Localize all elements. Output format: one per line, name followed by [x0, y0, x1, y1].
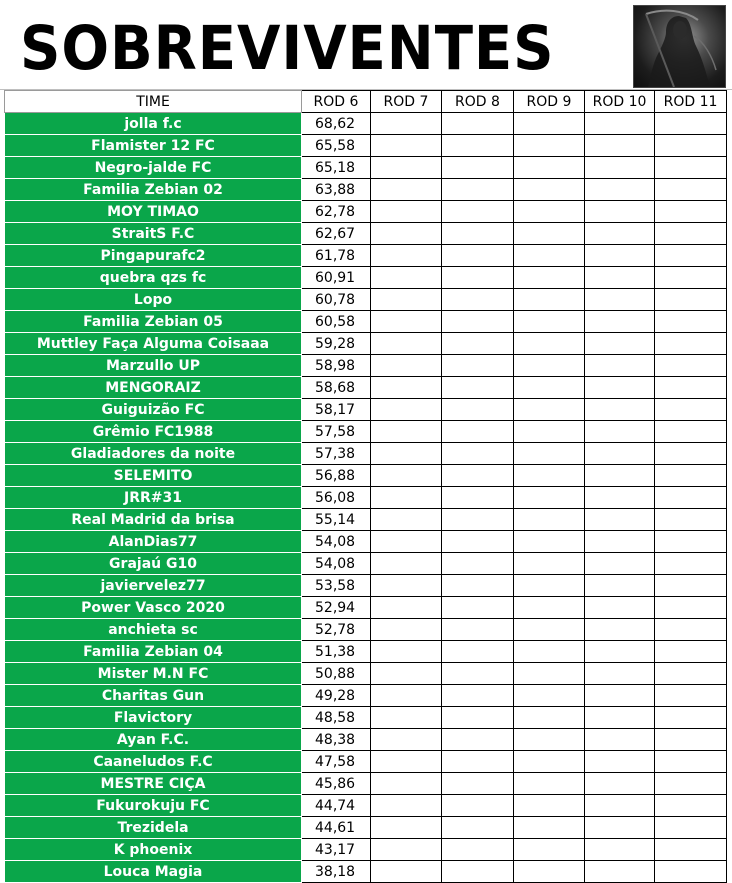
- rod6-score-cell[interactable]: 68,62: [302, 113, 371, 135]
- table-row: [5, 487, 727, 509]
- rod6-score-cell[interactable]: 58,98: [302, 355, 371, 377]
- rod10-score-cell[interactable]: [585, 443, 655, 465]
- rod7-score-cell[interactable]: [371, 113, 442, 135]
- rod9-score-cell[interactable]: [514, 575, 585, 597]
- rod7-score-cell[interactable]: [371, 465, 442, 487]
- rod6-score-cell[interactable]: 51,38: [302, 641, 371, 663]
- rod11-score-cell[interactable]: [655, 201, 727, 223]
- rod8-score-cell[interactable]: [442, 509, 514, 531]
- rod8-score-cell[interactable]: [442, 421, 514, 443]
- rod10-score-cell[interactable]: [585, 289, 655, 311]
- rod11-score-cell[interactable]: [655, 729, 727, 751]
- rod9-score-cell[interactable]: [514, 157, 585, 179]
- rod11-score-cell[interactable]: [655, 135, 727, 157]
- rod9-score-cell[interactable]: [514, 399, 585, 421]
- rod7-score-cell[interactable]: [371, 355, 442, 377]
- rod11-score-cell[interactable]: [655, 157, 727, 179]
- rod8-score-cell[interactable]: [442, 443, 514, 465]
- table-row: [5, 553, 727, 575]
- rod10-score-cell[interactable]: [585, 377, 655, 399]
- table-row: [5, 751, 727, 773]
- rod11-score-cell[interactable]: [655, 113, 727, 135]
- rod7-score-cell[interactable]: [371, 597, 442, 619]
- table-row: [5, 267, 727, 289]
- column-header-rod8: ROD 8: [442, 91, 514, 113]
- rod8-score-cell[interactable]: [442, 553, 514, 575]
- table-row: [5, 641, 727, 663]
- rod9-score-cell[interactable]: [514, 707, 585, 729]
- rod9-score-cell[interactable]: [514, 135, 585, 157]
- rod10-score-cell[interactable]: [585, 663, 655, 685]
- table-row: [5, 377, 727, 399]
- rod7-score-cell[interactable]: [371, 531, 442, 553]
- team-name-cell[interactable]: Power Vasco 2020: [5, 597, 302, 619]
- team-name-cell[interactable]: Louca Magia: [5, 861, 302, 883]
- rod9-score-cell[interactable]: [514, 729, 585, 751]
- table-row: [5, 531, 727, 553]
- rod7-score-cell[interactable]: [371, 333, 442, 355]
- rod9-score-cell[interactable]: [514, 421, 585, 443]
- rod6-score-cell[interactable]: 44,74: [302, 795, 371, 817]
- table-row: [5, 201, 727, 223]
- rod10-score-cell[interactable]: [585, 641, 655, 663]
- team-name-cell[interactable]: jolla f.c: [5, 113, 302, 135]
- rod6-score-cell[interactable]: 53,58: [302, 575, 371, 597]
- rod9-score-cell[interactable]: [514, 223, 585, 245]
- rod8-score-cell[interactable]: [442, 355, 514, 377]
- rod6-score-cell[interactable]: 65,58: [302, 135, 371, 157]
- rod8-score-cell[interactable]: [442, 641, 514, 663]
- rod7-score-cell[interactable]: [371, 751, 442, 773]
- rod8-score-cell[interactable]: [442, 729, 514, 751]
- column-header-rod11: ROD 11: [655, 91, 727, 113]
- rod6-score-cell[interactable]: 45,86: [302, 773, 371, 795]
- rod10-score-cell[interactable]: [585, 311, 655, 333]
- rod11-score-cell[interactable]: [655, 509, 727, 531]
- rod9-score-cell[interactable]: [514, 641, 585, 663]
- rod8-score-cell[interactable]: [442, 861, 514, 883]
- rod7-score-cell[interactable]: [371, 509, 442, 531]
- rod8-score-cell[interactable]: [442, 817, 514, 839]
- rod8-score-cell[interactable]: [442, 751, 514, 773]
- rod7-score-cell[interactable]: [371, 487, 442, 509]
- rod8-score-cell[interactable]: [442, 597, 514, 619]
- rod9-score-cell[interactable]: [514, 751, 585, 773]
- team-name-cell[interactable]: Familia Zebian 05: [5, 311, 302, 333]
- rod11-score-cell[interactable]: [655, 443, 727, 465]
- team-name-cell[interactable]: Familia Zebian 02: [5, 179, 302, 201]
- rod11-score-cell[interactable]: [655, 465, 727, 487]
- team-name-cell[interactable]: anchieta sc: [5, 619, 302, 641]
- rod8-score-cell[interactable]: [442, 245, 514, 267]
- rod6-score-cell[interactable]: 56,08: [302, 487, 371, 509]
- rod8-score-cell[interactable]: [442, 619, 514, 641]
- rod6-score-cell[interactable]: 60,91: [302, 267, 371, 289]
- rod8-score-cell[interactable]: [442, 289, 514, 311]
- rod10-score-cell[interactable]: [585, 135, 655, 157]
- rod11-score-cell[interactable]: [655, 861, 727, 883]
- rod11-score-cell[interactable]: [655, 377, 727, 399]
- table-row: [5, 773, 727, 795]
- rod10-score-cell[interactable]: [585, 729, 655, 751]
- rod7-score-cell[interactable]: [371, 707, 442, 729]
- rod11-score-cell[interactable]: [655, 421, 727, 443]
- rod6-score-cell[interactable]: 62,67: [302, 223, 371, 245]
- team-name-cell[interactable]: javiervelez77: [5, 575, 302, 597]
- rod11-score-cell[interactable]: [655, 663, 727, 685]
- team-name-cell[interactable]: MENGORAIZ: [5, 377, 302, 399]
- rod7-score-cell[interactable]: [371, 311, 442, 333]
- rod8-score-cell[interactable]: [442, 135, 514, 157]
- rod6-score-cell[interactable]: 54,08: [302, 531, 371, 553]
- rod6-score-cell[interactable]: 50,88: [302, 663, 371, 685]
- table-row: [5, 685, 727, 707]
- table-row: [5, 311, 727, 333]
- rod9-score-cell[interactable]: [514, 311, 585, 333]
- rod9-score-cell[interactable]: [514, 817, 585, 839]
- table-row: [5, 729, 727, 751]
- table-body: [5, 113, 727, 883]
- rod10-score-cell[interactable]: [585, 817, 655, 839]
- rod8-score-cell[interactable]: [442, 795, 514, 817]
- team-name-cell[interactable]: Fukurokuju FC: [5, 795, 302, 817]
- table-row: [5, 355, 727, 377]
- rod9-score-cell[interactable]: [514, 289, 585, 311]
- team-name-cell[interactable]: Negro-jalde FC: [5, 157, 302, 179]
- rod10-score-cell[interactable]: [585, 619, 655, 641]
- rod11-score-cell[interactable]: [655, 289, 727, 311]
- rod8-score-cell[interactable]: [442, 663, 514, 685]
- rod7-score-cell[interactable]: [371, 267, 442, 289]
- rod7-score-cell[interactable]: [371, 553, 442, 575]
- rod9-score-cell[interactable]: [514, 355, 585, 377]
- rod6-score-cell[interactable]: 56,88: [302, 465, 371, 487]
- rod7-score-cell[interactable]: [371, 619, 442, 641]
- table-row: [5, 443, 727, 465]
- rod10-score-cell[interactable]: [585, 399, 655, 421]
- rod10-score-cell[interactable]: [585, 157, 655, 179]
- rod10-score-cell[interactable]: [585, 861, 655, 883]
- rod11-score-cell[interactable]: [655, 817, 727, 839]
- table-row: [5, 597, 727, 619]
- rod7-score-cell[interactable]: [371, 223, 442, 245]
- team-name-cell[interactable]: Gladiadores da noite: [5, 443, 302, 465]
- table-row: [5, 179, 727, 201]
- header: [0, 0, 732, 90]
- table-row: [5, 399, 727, 421]
- rod7-score-cell[interactable]: [371, 399, 442, 421]
- rod11-score-cell[interactable]: [655, 575, 727, 597]
- rod10-score-cell[interactable]: [585, 267, 655, 289]
- table-row: [5, 861, 727, 883]
- rod7-score-cell[interactable]: [371, 157, 442, 179]
- rod11-score-cell[interactable]: [655, 773, 727, 795]
- rod6-score-cell[interactable]: 52,78: [302, 619, 371, 641]
- rod6-score-cell[interactable]: 58,17: [302, 399, 371, 421]
- rod11-score-cell[interactable]: [655, 223, 727, 245]
- team-name-cell[interactable]: quebra qzs fc: [5, 267, 302, 289]
- rod10-score-cell[interactable]: [585, 113, 655, 135]
- table-row: [5, 157, 727, 179]
- table-row: [5, 817, 727, 839]
- rod8-score-cell[interactable]: [442, 201, 514, 223]
- rod9-score-cell[interactable]: [514, 795, 585, 817]
- rod10-score-cell[interactable]: [585, 487, 655, 509]
- team-name-cell[interactable]: Caaneludos F.C: [5, 751, 302, 773]
- table-row: [5, 575, 727, 597]
- rod10-score-cell[interactable]: [585, 685, 655, 707]
- rod6-score-cell[interactable]: 60,78: [302, 289, 371, 311]
- table-row: [5, 795, 727, 817]
- rod9-score-cell[interactable]: [514, 773, 585, 795]
- team-name-cell[interactable]: Flavictory: [5, 707, 302, 729]
- rod6-score-cell[interactable]: 57,38: [302, 443, 371, 465]
- rod9-score-cell[interactable]: [514, 245, 585, 267]
- rod9-score-cell[interactable]: [514, 377, 585, 399]
- rod10-score-cell[interactable]: [585, 421, 655, 443]
- rod11-score-cell[interactable]: [655, 399, 727, 421]
- team-name-cell[interactable]: MESTRE CIÇA: [5, 773, 302, 795]
- rod8-score-cell[interactable]: [442, 377, 514, 399]
- team-name-cell[interactable]: StraitS F.C: [5, 223, 302, 245]
- rod7-score-cell[interactable]: [371, 729, 442, 751]
- rod9-score-cell[interactable]: [514, 619, 585, 641]
- rod11-score-cell[interactable]: [655, 685, 727, 707]
- table-row: [5, 619, 727, 641]
- rod9-score-cell[interactable]: [514, 465, 585, 487]
- rod11-score-cell[interactable]: [655, 355, 727, 377]
- rod11-score-cell[interactable]: [655, 179, 727, 201]
- rod6-score-cell[interactable]: 54,08: [302, 553, 371, 575]
- team-name-cell[interactable]: Pingapurafc2: [5, 245, 302, 267]
- team-name-cell[interactable]: K phoenix: [5, 839, 302, 861]
- rod7-score-cell[interactable]: [371, 575, 442, 597]
- rod8-score-cell[interactable]: [442, 575, 514, 597]
- rod9-score-cell[interactable]: [514, 201, 585, 223]
- rod7-score-cell[interactable]: [371, 245, 442, 267]
- team-name-cell[interactable]: Ayan F.C.: [5, 729, 302, 751]
- rod11-score-cell[interactable]: [655, 487, 727, 509]
- rod9-score-cell[interactable]: [514, 179, 585, 201]
- rod8-score-cell[interactable]: [442, 113, 514, 135]
- rod8-score-cell[interactable]: [442, 707, 514, 729]
- team-name-cell[interactable]: Marzullo UP: [5, 355, 302, 377]
- rod6-score-cell[interactable]: 43,17: [302, 839, 371, 861]
- rod10-score-cell[interactable]: [585, 707, 655, 729]
- rod10-score-cell[interactable]: [585, 751, 655, 773]
- rod10-score-cell[interactable]: [585, 597, 655, 619]
- rod6-score-cell[interactable]: 49,28: [302, 685, 371, 707]
- rod11-score-cell[interactable]: [655, 553, 727, 575]
- rod10-score-cell[interactable]: [585, 553, 655, 575]
- rod7-score-cell[interactable]: [371, 773, 442, 795]
- team-name-cell[interactable]: MOY TIMAO: [5, 201, 302, 223]
- rod7-score-cell[interactable]: [371, 289, 442, 311]
- rod7-score-cell[interactable]: [371, 443, 442, 465]
- team-name-cell[interactable]: Grêmio FC1988: [5, 421, 302, 443]
- rod6-score-cell[interactable]: 60,58: [302, 311, 371, 333]
- rod11-score-cell[interactable]: [655, 245, 727, 267]
- page-title: SOBREVIVENTES: [20, 13, 555, 84]
- rod6-score-cell[interactable]: 52,94: [302, 597, 371, 619]
- rod8-score-cell[interactable]: [442, 179, 514, 201]
- rod6-score-cell[interactable]: 59,28: [302, 333, 371, 355]
- rod10-score-cell[interactable]: [585, 509, 655, 531]
- rod11-score-cell[interactable]: [655, 311, 727, 333]
- rod6-score-cell[interactable]: 48,58: [302, 707, 371, 729]
- team-name-cell[interactable]: Muttley Faça Alguma Coisaaa: [5, 333, 302, 355]
- rod7-score-cell[interactable]: [371, 685, 442, 707]
- rod11-score-cell[interactable]: [655, 619, 727, 641]
- rod10-score-cell[interactable]: [585, 531, 655, 553]
- table-row: [5, 135, 727, 157]
- rod7-score-cell[interactable]: [371, 201, 442, 223]
- rod6-score-cell[interactable]: 38,18: [302, 861, 371, 883]
- rod6-score-cell[interactable]: 44,61: [302, 817, 371, 839]
- team-name-cell[interactable]: Lopo: [5, 289, 302, 311]
- table-row: [5, 289, 727, 311]
- team-name-cell[interactable]: SELEMITO: [5, 465, 302, 487]
- column-header-rod10: ROD 10: [585, 91, 655, 113]
- rod9-score-cell[interactable]: [514, 685, 585, 707]
- rod6-score-cell[interactable]: 65,18: [302, 157, 371, 179]
- rod10-score-cell[interactable]: [585, 795, 655, 817]
- rod9-score-cell[interactable]: [514, 443, 585, 465]
- rod7-score-cell[interactable]: [371, 421, 442, 443]
- team-name-cell[interactable]: Real Madrid da brisa: [5, 509, 302, 531]
- rod9-score-cell[interactable]: [514, 553, 585, 575]
- rod8-score-cell[interactable]: [442, 311, 514, 333]
- team-name-cell[interactable]: Grajaú G10: [5, 553, 302, 575]
- rod11-score-cell[interactable]: [655, 641, 727, 663]
- team-name-cell[interactable]: Familia Zebian 04: [5, 641, 302, 663]
- rod11-score-cell[interactable]: [655, 795, 727, 817]
- grim-reaper-icon: [633, 5, 726, 88]
- rod9-score-cell[interactable]: [514, 663, 585, 685]
- table-row: [5, 509, 727, 531]
- survivors-table: [4, 90, 727, 883]
- rod8-score-cell[interactable]: [442, 157, 514, 179]
- rod6-score-cell[interactable]: 47,58: [302, 751, 371, 773]
- rod9-score-cell[interactable]: [514, 597, 585, 619]
- column-header-rod6: ROD 6: [302, 91, 371, 113]
- rod9-score-cell[interactable]: [514, 333, 585, 355]
- rod6-score-cell[interactable]: 55,14: [302, 509, 371, 531]
- rod10-score-cell[interactable]: [585, 575, 655, 597]
- rod9-score-cell[interactable]: [514, 487, 585, 509]
- rod8-score-cell[interactable]: [442, 399, 514, 421]
- rod9-score-cell[interactable]: [514, 861, 585, 883]
- rod10-score-cell[interactable]: [585, 223, 655, 245]
- rod8-score-cell[interactable]: [442, 685, 514, 707]
- rod11-score-cell[interactable]: [655, 333, 727, 355]
- table-row: [5, 421, 727, 443]
- rod8-score-cell[interactable]: [442, 773, 514, 795]
- column-header-rod9: ROD 9: [514, 91, 585, 113]
- team-name-cell[interactable]: Mister M.N FC: [5, 663, 302, 685]
- rod6-score-cell[interactable]: 63,88: [302, 179, 371, 201]
- table-row: [5, 663, 727, 685]
- rod6-score-cell[interactable]: 61,78: [302, 245, 371, 267]
- rod10-score-cell[interactable]: [585, 179, 655, 201]
- rod8-score-cell[interactable]: [442, 223, 514, 245]
- team-name-cell[interactable]: JRR#31: [5, 487, 302, 509]
- table-row: [5, 245, 727, 267]
- rod7-score-cell[interactable]: [371, 641, 442, 663]
- rod7-score-cell[interactable]: [371, 817, 442, 839]
- table-row: [5, 465, 727, 487]
- team-name-cell[interactable]: Trezidela: [5, 817, 302, 839]
- team-name-cell[interactable]: AlanDias77: [5, 531, 302, 553]
- rod11-score-cell[interactable]: [655, 597, 727, 619]
- rod6-score-cell[interactable]: 48,38: [302, 729, 371, 751]
- rod7-score-cell[interactable]: [371, 179, 442, 201]
- rod7-score-cell[interactable]: [371, 377, 442, 399]
- rod9-score-cell[interactable]: [514, 531, 585, 553]
- rod11-score-cell[interactable]: [655, 751, 727, 773]
- rod10-score-cell[interactable]: [585, 355, 655, 377]
- rod8-score-cell[interactable]: [442, 333, 514, 355]
- rod9-score-cell[interactable]: [514, 267, 585, 289]
- header-row: [5, 91, 727, 113]
- rod9-score-cell[interactable]: [514, 113, 585, 135]
- rod8-score-cell[interactable]: [442, 465, 514, 487]
- table-row: [5, 707, 727, 729]
- rod11-score-cell[interactable]: [655, 531, 727, 553]
- rod9-score-cell[interactable]: [514, 509, 585, 531]
- rod6-score-cell[interactable]: 58,68: [302, 377, 371, 399]
- rod7-score-cell[interactable]: [371, 795, 442, 817]
- team-name-cell[interactable]: Charitas Gun: [5, 685, 302, 707]
- rod10-score-cell[interactable]: [585, 245, 655, 267]
- rod10-score-cell[interactable]: [585, 773, 655, 795]
- column-header-time: TIME: [5, 91, 302, 113]
- team-name-cell[interactable]: Guiguizão FC: [5, 399, 302, 421]
- table-row: [5, 333, 727, 355]
- table-row: [5, 223, 727, 245]
- rod6-score-cell[interactable]: 57,58: [302, 421, 371, 443]
- rod7-score-cell[interactable]: [371, 861, 442, 883]
- rod10-score-cell[interactable]: [585, 201, 655, 223]
- rod11-score-cell[interactable]: [655, 707, 727, 729]
- table-row: [5, 113, 727, 135]
- rod7-score-cell[interactable]: [371, 135, 442, 157]
- column-header-rod7: ROD 7: [371, 91, 442, 113]
- rod6-score-cell[interactable]: 62,78: [302, 201, 371, 223]
- rod8-score-cell[interactable]: [442, 487, 514, 509]
- rod10-score-cell[interactable]: [585, 333, 655, 355]
- team-name-cell[interactable]: Flamister 12 FC: [5, 135, 302, 157]
- rod11-score-cell[interactable]: [655, 267, 727, 289]
- rod7-score-cell[interactable]: [371, 663, 442, 685]
- rod8-score-cell[interactable]: [442, 267, 514, 289]
- rod10-score-cell[interactable]: [585, 465, 655, 487]
- rod8-score-cell[interactable]: [442, 531, 514, 553]
